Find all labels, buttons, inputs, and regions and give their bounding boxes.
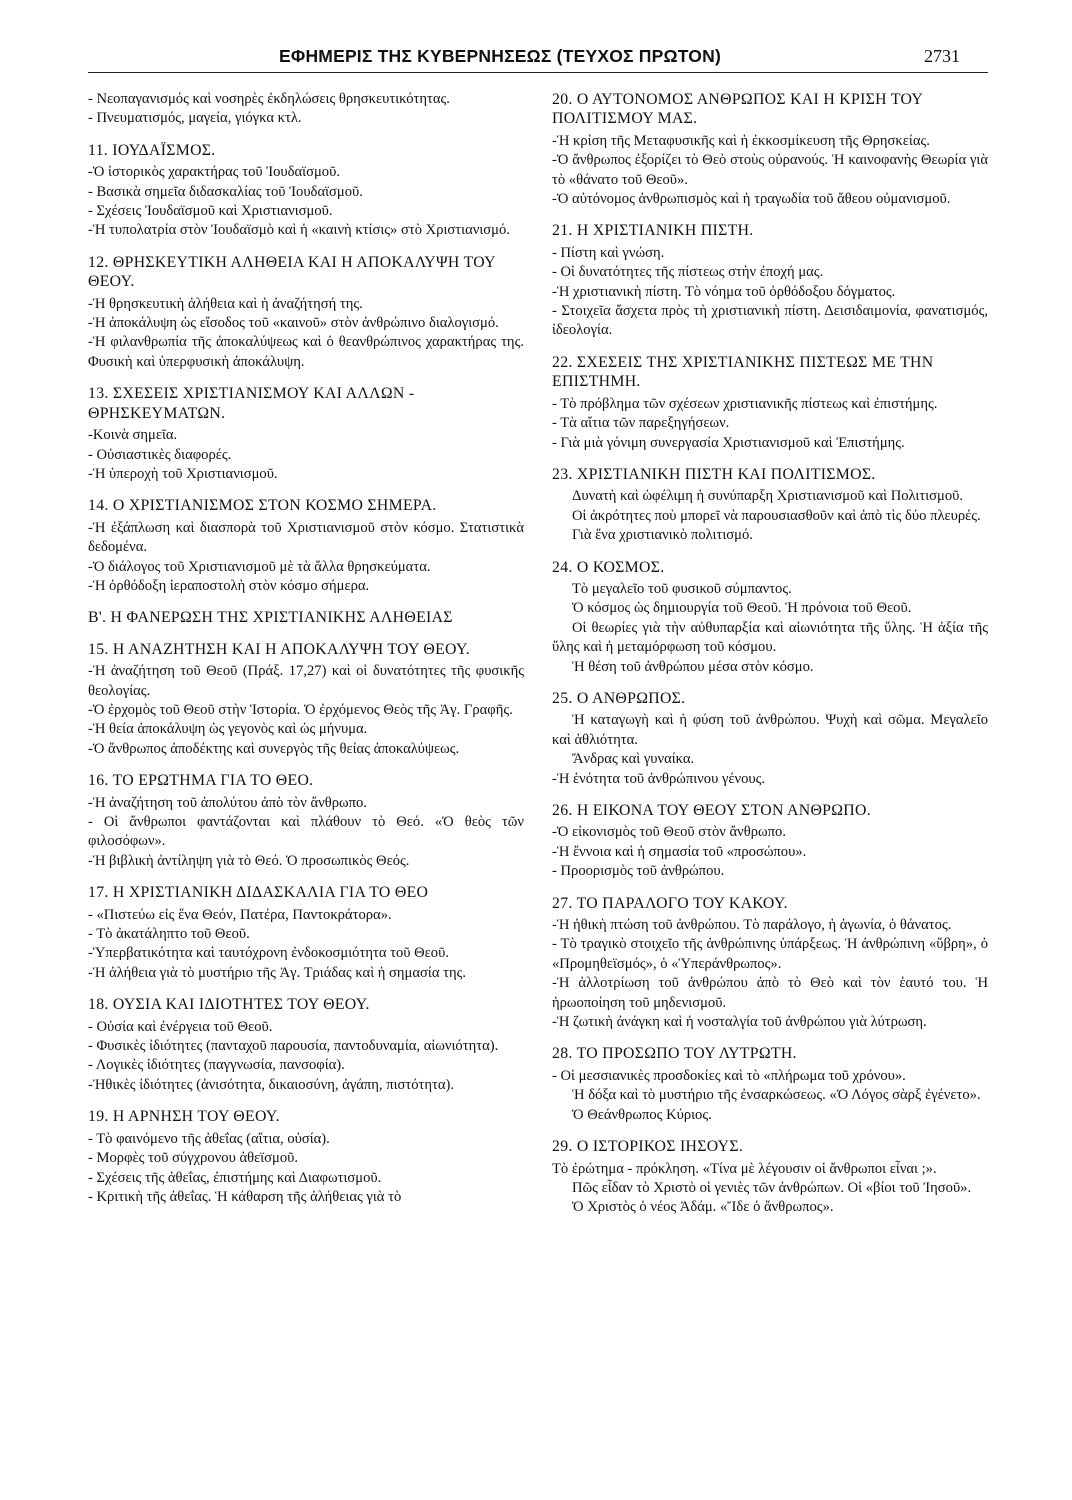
section-heading: 18. ΟΥΣΙΑ ΚΑΙ ΙΔΙΟΤΗΤΕΣ ΤΟΥ ΘΕΟΥ. xyxy=(88,996,370,1014)
list-item: - Βασικὰ σημεῖα διδασκαλίας τοῦ Ἰουδαϊσμοῦ. xyxy=(88,183,363,200)
section-heading: 20. Ο ΑΥΤΟΝΟΜΟΣ ΑΝΘΡΩΠΟΣ ΚΑΙ Η ΚΡΙΣΗ ΤΟΥ ΠΟΛΙΤΙΣΜΟΥ ΜΑΣ. xyxy=(552,91,923,128)
list-item: - Πνευματισμός, μαγεία, γιόγκα κτλ. xyxy=(88,110,302,127)
list-item: -Ἡ ἀναζήτηση τοῦ Θεοῦ (Πράξ. 17,27) καὶ οἱ δυνατότητες τῆς φυσικῆς θεολογίας. xyxy=(88,663,524,699)
left-column xyxy=(88,90,524,1207)
list-item: - Οἱ δυνατότητες τῆς πίστεως στὴν ἐποχή μας. xyxy=(552,264,824,281)
list-item: -Ὁ αὐτόνομος ἀνθρωπισμὸς καὶ ἡ τραγωδία τοῦ ἄθεου οὐμανισμοῦ. xyxy=(552,191,951,208)
list-item: -Ὁ εἰκονισμὸς τοῦ Θεοῦ στὸν ἄνθρωπο. xyxy=(552,824,786,841)
list-item: - Τὸ ἀκατάληπτο τοῦ Θεοῦ. xyxy=(88,926,250,943)
section-heading: 15. Η ΑΝΑΖΗΤΗΣΗ ΚΑΙ Η ΑΠΟΚΑΛΥΨΗ ΤΟΥ ΘΕΟΥ. xyxy=(88,640,470,658)
list-item: - Φυσικὲς ἰδιότητες (πανταχοῦ παρουσία, παντοδυναμία, αἰωνιότητα). xyxy=(88,1038,499,1055)
list-item: -Ἠθικὲς ἰδιότητες (ἀνισότητα, δικαιοσύνη, ἀγάπη, πιστότητα). xyxy=(88,1076,455,1093)
list-item: -Ἡ ἀλλοτρίωση τοῦ ἀνθρώπου ἀπὸ τὸ Θεὸ καὶ τὸν ἑαυτό του. Ἡ ἡρωοποίηση τοῦ μηδενισμοῦ. xyxy=(552,975,988,1011)
header-rule xyxy=(88,72,988,73)
list-item: -Ἡ ζωτικὴ ἀνάγκη καὶ ἡ νοσταλγία τοῦ ἀνθρώπου γιὰ λύτρωση. xyxy=(552,1014,927,1031)
list-item: - Στοιχεῖα ἄσχετα πρὸς τὴ χριστιανικὴ πίστη. Δεισιδαιμονία, φανατισμός, ἰδεολογία. xyxy=(552,303,988,339)
list-item: -Ὑπερβατικότητα καὶ ταυτόχρονη ἐνδοκοσμιότητα τοῦ Θεοῦ. xyxy=(88,945,449,962)
list-item: Πῶς εἶδαν τὸ Χριστὸ οἱ γενιὲς τῶν ἀνθρώπων. Οἱ «βίοι τοῦ Ἰησοῦ». xyxy=(572,1179,972,1196)
list-item: -Ὁ ἐρχομὸς τοῦ Θεοῦ στὴν Ἱστορία. Ὁ ἐρχόμενος Θεὸς τῆς Ἁγ. Γραφῆς. xyxy=(88,701,513,718)
list-item: Τὸ μεγαλεῖο τοῦ φυσικοῦ σύμπαντος. xyxy=(572,580,792,597)
list-item: -Ἡ φιλανθρωπία τῆς ἀποκαλύψεως καὶ ὁ θεανθρώπινος χαρακτήρας της. Φυσικὴ καὶ ὑπερφυσικὴ ἀποκάλυψη. xyxy=(88,334,524,370)
list-item: Γιὰ ἕνα χριστιανικὸ πολιτισμό. xyxy=(572,527,753,544)
list-item: - Μορφὲς τοῦ σύγχρονου ἀθεϊσμοῦ. xyxy=(88,1150,298,1167)
section-heading: 29. Ο ΙΣΤΟΡΙΚΟΣ ΙΗΣΟΥΣ. xyxy=(552,1138,744,1156)
section-heading: 14. Ο ΧΡΙΣΤΙΑΝΙΣΜΟΣ ΣΤΟΝ ΚΟΣΜΟ ΣΗΜΕΡΑ. xyxy=(88,497,437,515)
list-item: -Κοινὰ σημεῖα. xyxy=(88,427,178,444)
list-item: - Τὰ αἴτια τῶν παρεξηγήσεων. xyxy=(552,415,730,432)
list-item: -Ἡ ὀρθόδοξη ἱεραποστολὴ στὸν κόσμο σήμερα. xyxy=(88,577,370,594)
list-item: Τὸ ἐρώτημα - πρόκληση. «Τίνα μὲ λέγουσιν οἱ ἄνθρωποι εἶναι ;». xyxy=(552,1160,937,1177)
section-heading: 23. ΧΡΙΣΤΙΑΝΙΚΗ ΠΙΣΤΗ ΚΑΙ ΠΟΛΙΤΙΣΜΟΣ. xyxy=(552,465,876,483)
list-item: -Ἡ ὑπεροχὴ τοῦ Χριστιανισμοῦ. xyxy=(88,465,278,482)
list-item: -Ἡ ἑνότητα τοῦ ἀνθρώπινου γένους. xyxy=(552,770,766,787)
list-item: Ἄνδρας καὶ γυναίκα. xyxy=(572,751,695,768)
list-item: - Οἱ μεσσιανικὲς προσδοκίες καὶ τὸ «πλήρωμα τοῦ χρόνου». xyxy=(552,1067,906,1084)
list-item: Ἡ θέση τοῦ ἀνθρώπου μέσα στὸν κόσμο. xyxy=(572,658,814,675)
list-item: Οἱ ἀκρότητες ποὺ μπορεῖ νὰ παρουσιασθοῦν καὶ ἀπὸ τὶς δύο πλευρές. xyxy=(572,507,981,524)
list-item: -Ἡ ἀλήθεια γιὰ τὸ μυστήριο τῆς Ἁγ. Τριάδας καὶ ἡ σημασία της. xyxy=(88,964,467,981)
list-item: -Ὁ ἄνθρωπος ἐξορίζει τὸ Θεὸ στοὺς οὐρανούς. Ἡ καινοφανὴς Θεωρία γιὰ τὸ «θάνατο τοῦ Θεοῦ». xyxy=(552,152,988,188)
list-item: -Ἡ χριστιανικὴ πίστη. Τὸ νόημα τοῦ ὀρθόδοξου δόγματος. xyxy=(552,283,896,300)
list-item: Ὁ Θεάνθρωπος Κύριος. xyxy=(572,1106,712,1123)
section-heading: 17. Η ΧΡΙΣΤΙΑΝΙΚΗ ΔΙΔΑΣΚΑΛΙΑ ΓΙΑ ΤΟ ΘΕΟ xyxy=(88,884,429,902)
list-item: - Πίστη καὶ γνώση. xyxy=(552,244,665,261)
list-item: -Ὁ ἱστορικὸς χαρακτήρας τοῦ Ἰουδαϊσμοῦ. xyxy=(88,164,340,181)
section-heading: 13. ΣΧΕΣΕΙΣ ΧΡΙΣΤΙΑΝΙΣΜΟΥ ΚΑΙ ΑΛΛΩΝ - ΘΡΗΣΚΕΥΜΑΤΩΝ. xyxy=(88,385,415,422)
list-item: - Οὐσία καὶ ἐνέργεια τοῦ Θεοῦ. xyxy=(88,1018,273,1035)
list-item: - Σχέσεις Ἰουδαϊσμοῦ καὶ Χριστιανισμοῦ. xyxy=(88,203,333,220)
list-item: - Τὸ τραγικὸ στοιχεῖο τῆς ἀνθρώπινης ὑπάρξεως. Ἡ ἀνθρώπινη «ὕβρη», ὁ «Προμηθεϊσμός», ὁ «Ὑπεράνθρωπος». xyxy=(552,936,988,972)
list-item: - Σχέσεις τῆς ἀθεΐας, ἐπιστήμης καὶ Διαφωτισμοῦ. xyxy=(88,1169,382,1186)
list-item: Οἱ θεωρίες γιὰ τὴν αὐθυπαρξία καὶ αἰωνιότητα τῆς ὕλης. Ἡ ἀξία τῆς ὕλης καὶ ἡ μεταμόρφωση τοῦ κόσμου. xyxy=(552,619,988,656)
section-heading: 16. ΤΟ ΕΡΩΤΗΜΑ ΓΙΑ ΤΟ ΘΕΟ. xyxy=(88,772,314,790)
list-item: -Ἡ ἀναζήτηση τοῦ ἀπολύτου ἀπὸ τὸν ἄνθρωπο. xyxy=(88,794,367,811)
section-heading: 26. Η ΕΙΚΟΝΑ ΤΟΥ ΘΕΟΥ ΣΤΟΝ ΑΝΘΡΩΠΟ. xyxy=(552,802,871,819)
list-item: - Οἱ ἄνθρωποι φαντάζονται καὶ πλάθουν τὸ Θεό. «Ὁ θεὸς τῶν φιλοσόφων». xyxy=(88,814,524,850)
section-heading: 12. ΘΡΗΣΚΕΥΤΙΚΗ ΑΛΗΘΕΙΑ ΚΑΙ Η ΑΠΟΚΑΛΥΨΗ ΤΟΥ ΘΕΟΥ. xyxy=(88,253,496,291)
section-heading: 21. Η ΧΡΙΣΤΙΑΝΙΚΗ ΠΙΣΤΗ. xyxy=(552,222,754,240)
list-item: - Τὸ πρόβλημα τῶν σχέσεων χριστιανικῆς πίστεως καὶ ἐπιστήμης. xyxy=(552,395,938,412)
page-number: 2731 xyxy=(924,46,960,66)
list-item: - Οὐσιαστικὲς διαφορές. xyxy=(88,446,232,463)
section-heading: Β'. Η ΦΑΝΕΡΩΣΗ ΤΗΣ ΧΡΙΣΤΙΑΝΙΚΗΣ ΑΛΗΘΕΙΑΣ xyxy=(88,609,453,627)
section-heading: 11. ΙΟΥΔΑΪΣΜΟΣ. xyxy=(88,141,216,159)
list-item: - «Πιστεύω εἰς ἕνα Θεόν, Πατέρα, Παντοκράτορα». xyxy=(88,906,392,923)
list-item: -Ὁ διάλογος τοῦ Χριστιανισμοῦ μὲ τὰ ἄλλα θρησκεύματα. xyxy=(88,558,431,575)
section-heading: 19. Η ΑΡΝΗΣΗ ΤΟΥ ΘΕΟΥ. xyxy=(88,1108,280,1126)
list-item: -Ἡ θρησκευτικὴ ἀλήθεια καὶ ἡ ἀναζήτησή της. xyxy=(88,295,363,312)
list-item: Ὁ κόσμος ὡς δημιουργία τοῦ Θεοῦ. Ἡ πρόνοια τοῦ Θεοῦ. xyxy=(572,600,912,617)
section-heading: 28. ΤΟ ΠΡΟΣΩΠΟ ΤΟΥ ΛΥΤΡΩΤΗ. xyxy=(552,1045,797,1063)
section-heading: 25. Ο ΑΝΘΡΩΠΟΣ. xyxy=(552,689,686,707)
list-item: -Ἡ ἐξάπλωση καὶ διασπορὰ τοῦ Χριστιανισμοῦ στὸν κόσμο. Στατιστικὰ δεδομένα. xyxy=(88,519,524,556)
list-item: Ἡ δόξα καὶ τὸ μυστήριο τῆς ἐνσαρκώσεως. «Ὁ Λόγος σὰρξ ἐγένετο». xyxy=(572,1087,981,1104)
list-item: - Τὸ φαινόμενο τῆς ἀθεΐας (αἴτια, οὐσία). xyxy=(88,1130,330,1147)
list-item: - Γιὰ μιὰ γόνιμη συνεργασία Χριστιανισμοῦ καὶ Ἐπιστήμης. xyxy=(552,434,905,451)
list-item: - Προορισμὸς τοῦ ἀνθρώπου. xyxy=(552,863,725,880)
list-item: -Ἡ ἀποκάλυψη ὡς εἴσοδος τοῦ «καινοῦ» στὸν ἀνθρώπινο διαλογισμό. xyxy=(88,315,499,332)
section-heading: 24. Ο ΚΟΣΜΟΣ. xyxy=(552,558,665,576)
list-item: - Λογικὲς ἰδιότητες (παγγνωσία, πανσοφία). xyxy=(88,1057,345,1074)
list-item: -Ἡ βιβλικὴ ἀντίληψη γιὰ τὸ Θεό. Ὁ προσωπικὸς Θεός. xyxy=(88,852,410,869)
list-item: Ἡ καταγωγὴ καὶ ἡ φύση τοῦ ἀνθρώπου. Ψυχὴ καὶ σῶμα. Μεγαλεῖο καὶ ἀθλιότητα. xyxy=(552,712,988,748)
list-item: Δυνατὴ καὶ ὠφέλιμη ἡ συνύπαρξη Χριστιανισμοῦ καὶ Πολιτισμοῦ. xyxy=(572,488,964,505)
section-heading: 22. ΣΧΕΣΕΙΣ ΤΗΣ ΧΡΙΣΤΙΑΝΙΚΗΣ ΠΙΣΤΕΩΣ ΜΕ ΤΗΝ ΕΠΙΣΤΗΜΗ. xyxy=(552,353,934,391)
list-item: -Ἡ κρίση τῆς Μεταφυσικῆς καὶ ἡ ἐκκοσμίκευση τῆς Θρησκείας. xyxy=(552,132,930,149)
list-item: -Ὁ ἄνθρωπος ἀποδέκτης καὶ συνεργὸς τῆς θείας ἀποκαλύψεως. xyxy=(88,740,460,757)
list-item: -Ἡ θεία ἀποκάλυψη ὡς γεγονὸς καὶ ὡς μήνυμα. xyxy=(88,721,368,738)
list-item: -Ἡ τυπολατρία στὸν Ἰουδαϊσμὸ καὶ ἡ «καινὴ κτίσις» στὸ Χριστιανισμό. xyxy=(88,222,510,239)
list-item: -Ἡ ἔννοια καὶ ἡ σημασία τοῦ «προσώπου». xyxy=(552,843,807,860)
list-item: - Κριτικὴ τῆς ἀθεΐας. Ἡ κάθαρση τῆς ἀλήθειας γιὰ τὸ xyxy=(88,1188,402,1205)
section-heading: 27. ΤΟ ΠΑΡΑΛΟΓΟ ΤΟΥ ΚΑΚΟΥ. xyxy=(552,894,788,912)
list-item: - Νεοπαγανισμός καὶ νοσηρὲς ἐκδηλώσεις θρησκευτικότητας. xyxy=(88,91,450,107)
list-item: -Ἡ ἠθικὴ πτώση τοῦ ἀνθρώπου. Τὸ παράλογο, ἡ ἀγωνία, ὁ θάνατος. xyxy=(552,917,952,934)
list-item: Ὁ Χριστὸς ὁ νέος Ἀδάμ. «Ἴδε ὁ ἄνθρωπος». xyxy=(572,1199,834,1216)
page-header-title: ΕΦΗΜΕΡΙΣ ΤΗΣ ΚΥΒΕΡΝΗΣΕΩΣ (ΤΕΥΧΟΣ ΠΡΩΤΟΝ) xyxy=(279,46,721,66)
right-column xyxy=(552,90,988,1218)
